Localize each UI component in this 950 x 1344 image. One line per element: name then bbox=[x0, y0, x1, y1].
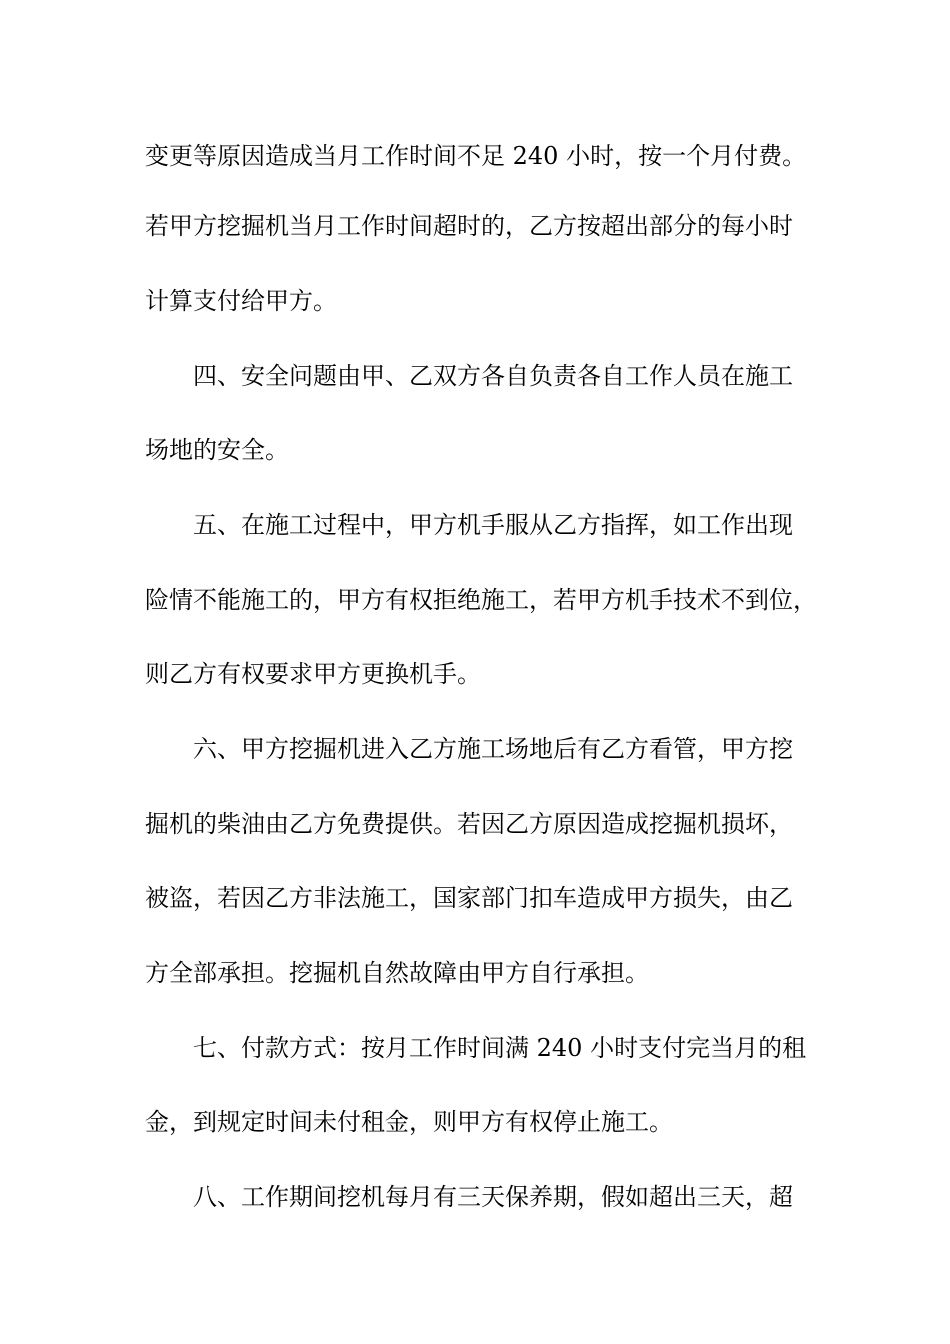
paragraph-line: 四、安全问题由甲、乙双方各自负责各自工作人员在施工 bbox=[193, 362, 793, 390]
paragraph-line: 场地的安全。 bbox=[145, 436, 289, 464]
paragraph-line: 计算支付给甲方。 bbox=[145, 287, 337, 315]
paragraph-line: 变更等原因造成当月工作时间不足 240 小时，按一个月付费。 bbox=[145, 142, 807, 170]
paragraph-line: 七、付款方式：按月工作时间满 240 小时支付完当月的租 bbox=[193, 1034, 807, 1062]
paragraph-line: 掘机的柴油由乙方免费提供。若因乙方原因造成挖掘机损坏， bbox=[145, 810, 793, 838]
paragraph-line: 五、在施工过程中，甲方机手服从乙方指挥，如工作出现 bbox=[193, 511, 793, 539]
paragraph-line: 若甲方挖掘机当月工作时间超时的，乙方按超出部分的每小时 bbox=[145, 212, 793, 240]
paragraph-line: 则乙方有权要求甲方更换机手。 bbox=[145, 660, 481, 688]
paragraph-line: 险情不能施工的，甲方有权拒绝施工，若甲方机手技术不到位， bbox=[145, 586, 817, 614]
paragraph-line: 被盗，若因乙方非法施工，国家部门扣车造成甲方损失，由乙 bbox=[145, 884, 793, 912]
paragraph-line: 六、甲方挖掘机进入乙方施工场地后有乙方看管，甲方挖 bbox=[193, 735, 793, 763]
paragraph-line: 金，到规定时间未付租金，则甲方有权停止施工。 bbox=[145, 1108, 673, 1136]
paragraph-line: 方全部承担。挖掘机自然故障由甲方自行承担。 bbox=[145, 959, 649, 987]
paragraph-line: 八、工作期间挖机每月有三天保养期，假如超出三天，超 bbox=[193, 1183, 793, 1211]
